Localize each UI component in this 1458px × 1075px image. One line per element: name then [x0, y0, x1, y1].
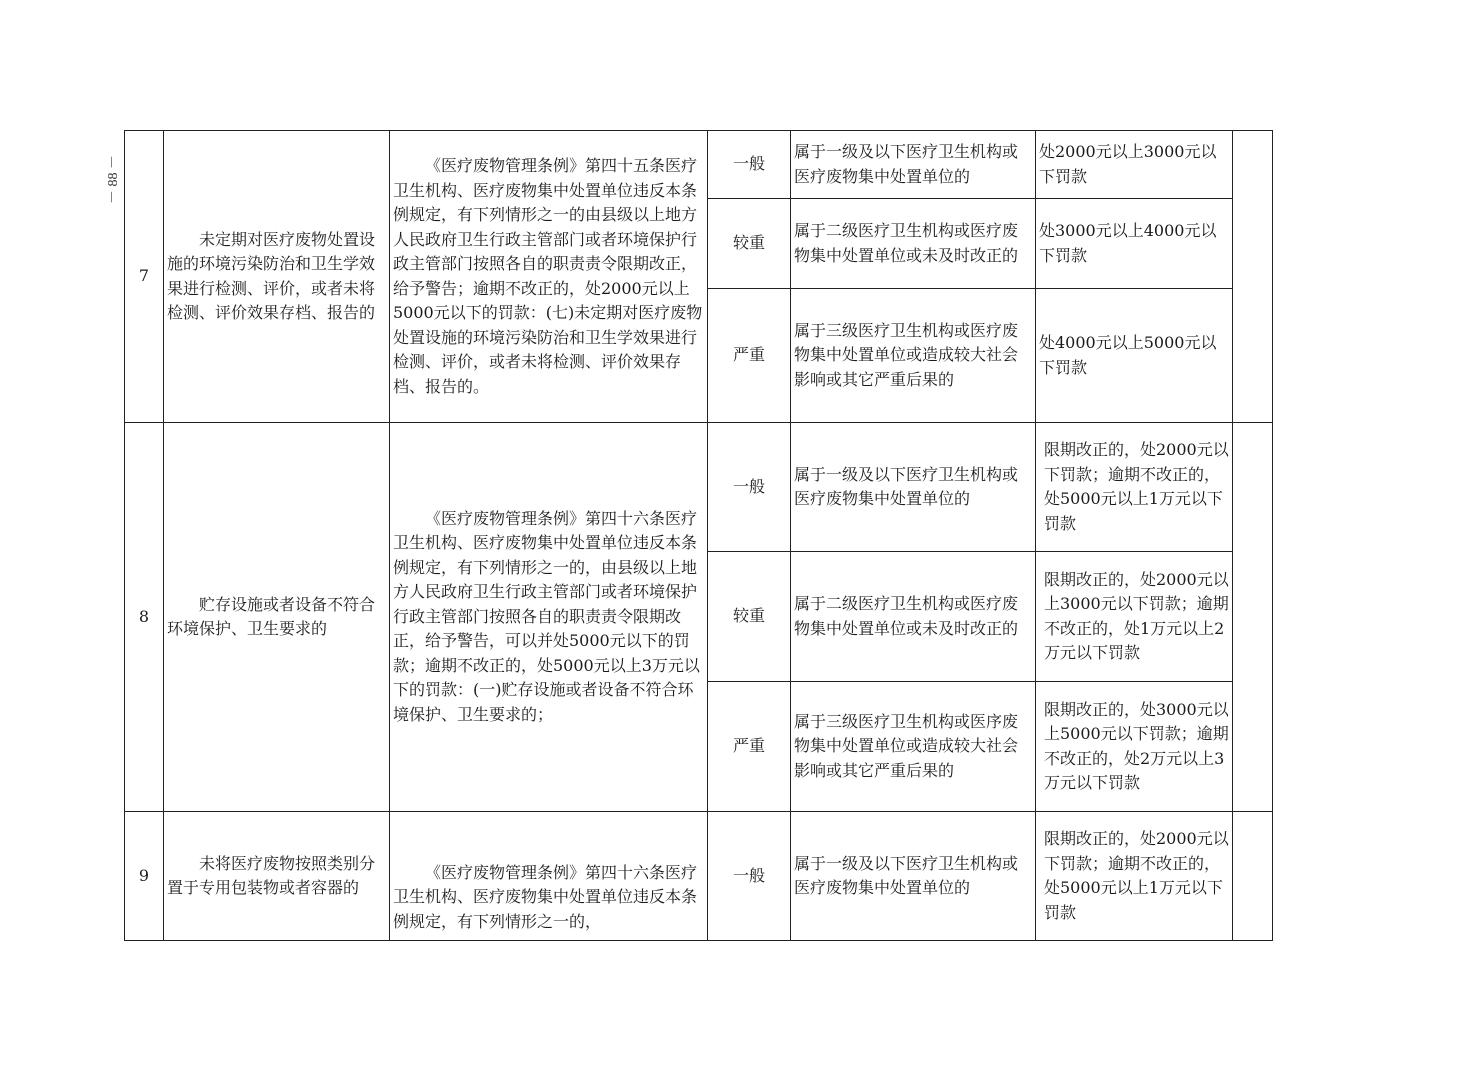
severity-condition: 属于二级医疗卫生机构或医疗废物集中处置单位或未及时改正的	[791, 552, 1036, 682]
severity-condition: 属于一级及以下医疗卫生机构或医疗废物集中处置单位的	[791, 423, 1036, 552]
table-row	[125, 131, 1273, 199]
page-number: － 88 －	[106, 155, 121, 205]
table-row	[125, 812, 1273, 941]
penalty-standard: 限期改正的，处2000元以下罚款；逾期不改正的，处5000元以上1万元以下罚款	[1036, 812, 1233, 941]
severity-condition: 属于三级医疗卫生机构或医疗废物集中处置单位或造成较大社会影响或其它严重后果的	[791, 289, 1036, 423]
violation-item: 未将医疗废物按照类别分置于专用包装物或者容器的	[164, 812, 390, 941]
penalty-standard: 处2000元以上3000元以下罚款	[1036, 131, 1233, 199]
violation-item: 贮存设施或者设备不符合环境保护、卫生要求的	[164, 423, 390, 812]
penalty-standard: 限期改正的，处2000元以上3000元以下罚款；逾期不改正的，处1万元以上2万元以下罚款	[1036, 552, 1233, 682]
severity-level: 严重	[708, 682, 791, 812]
severity-level: 一般	[708, 812, 791, 941]
severity-level: 较重	[708, 199, 791, 289]
severity-condition: 属于三级医疗卫生机构或医序废物集中处置单位或造成较大社会影响或其它严重后果的	[791, 682, 1036, 812]
row-number: 9	[125, 812, 164, 941]
severity-level: 严重	[708, 289, 791, 423]
severity-level: 较重	[708, 552, 791, 682]
blank-column	[1233, 131, 1273, 423]
table-row	[125, 423, 1273, 552]
penalty-standard: 处4000元以上5000元以下罚款	[1036, 289, 1233, 423]
legal-basis: 《医疗废物管理条例》第四十六条医疗卫生机构、医疗废物集中处置单位违反本条例规定，有下列情形之一的，	[390, 812, 708, 941]
severity-condition: 属于一级及以下医疗卫生机构或医疗废物集中处置单位的	[791, 131, 1036, 199]
penalty-standard: 限期改正的，处2000元以下罚款；逾期不改正的，处5000元以上1万元以下罚款	[1036, 423, 1233, 552]
legal-basis: 《医疗废物管理条例》第四十五条医疗卫生机构、医疗废物集中处置单位违反本条例规定，有下列情形之一的由县级以上地方人民政府卫生行政主管部门或者环境保护行政主管部门按照各自的职责责令限期改正，给予警告；逾期不改正的，处2000元以上5000元以下的罚款：(七)未定期对医疗废物处置设施的环境污染防治和卫生学效果进行检测、评价，或者未将检测、评价效果存档、报告的。	[390, 131, 708, 423]
row-number: 7	[125, 131, 164, 423]
penalty-standard: 处3000元以上4000元以下罚款	[1036, 199, 1233, 289]
legal-basis: 《医疗废物管理条例》第四十六条医疗卫生机构、医疗废物集中处置单位违反本条例规定，有下列情形之一的，由县级以上地方人民政府卫生行政主管部门或者环境保护行政主管部门按照各自的职责责令限期改正，给予警告，可以并处5000元以下的罚款；逾期不改正的，处5000元以上3万元以下的罚款：(一)贮存设施或者设备不符合环境保护、卫生要求的；	[390, 423, 708, 812]
severity-condition: 属于二级医疗卫生机构或医疗废物集中处置单位或未及时改正的	[791, 199, 1036, 289]
violation-item: 未定期对医疗废物处置设施的环境污染防治和卫生学效果进行检测、评价，或者未将检测、评价效果存档、报告的	[164, 131, 390, 423]
penalty-standard: 限期改正的，处3000元以上5000元以下罚款；逾期不改正的，处2万元以上3万元以下罚款	[1036, 682, 1233, 812]
severity-level: 一般	[708, 423, 791, 552]
blank-column	[1233, 423, 1273, 812]
penalty-standard-table	[124, 130, 1273, 941]
severity-condition: 属于一级及以下医疗卫生机构或医疗废物集中处置单位的	[791, 812, 1036, 941]
severity-level: 一般	[708, 131, 791, 199]
row-number: 8	[125, 423, 164, 812]
blank-column	[1233, 812, 1273, 941]
